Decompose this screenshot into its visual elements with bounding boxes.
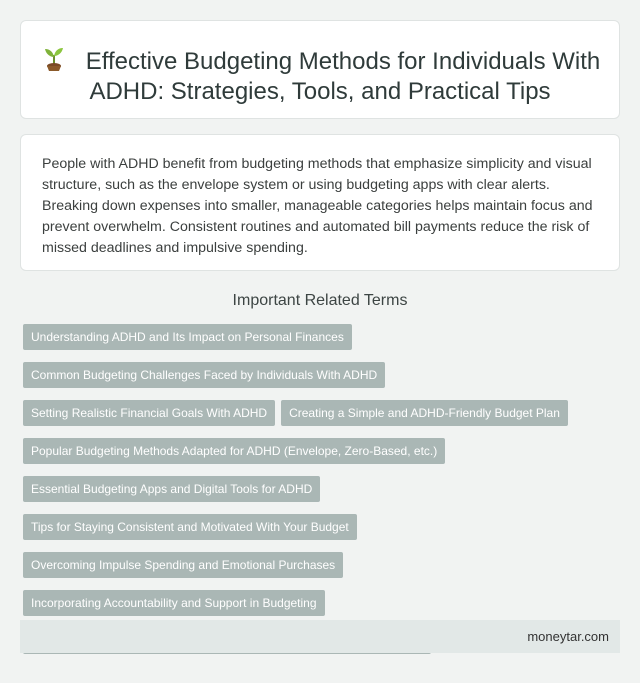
related-term-chip[interactable]: Creating a Simple and ADHD-Friendly Budget Plan — [281, 400, 568, 426]
related-term-chip[interactable]: Setting Realistic Financial Goals With ADHD — [23, 400, 275, 426]
related-terms-heading: Important Related Terms — [232, 292, 408, 309]
related-term-chip[interactable]: Overcoming Impulse Spending and Emotional Purchases — [23, 552, 343, 578]
related-term-chip[interactable]: Common Budgeting Challenges Faced by Individuals With ADHD — [23, 362, 385, 388]
related-term-chip[interactable]: Popular Budgeting Methods Adapted for ADHD (Envelope, Zero-Based, etc.) — [23, 438, 445, 464]
page-title-text: Effective Budgeting Methods for Individuals With ADHD: Strategies, Tools, and Practical Tips — [85, 48, 601, 105]
header-card — [20, 20, 620, 119]
related-term-chip[interactable]: Incorporating Accountability and Support in Budgeting — [23, 590, 325, 616]
related-term-chip[interactable]: Essential Budgeting Apps and Digital Tools for ADHD — [23, 476, 320, 502]
related-term-chip[interactable]: Tips for Staying Consistent and Motivated With Your Budget — [23, 514, 357, 540]
summary-text: People with ADHD benefit from budgeting methods that emphasize simplicity and visual structure, such as the envelope system or using budgeting apps with clear alerts. Breaking down expenses into smaller, manageable categories helps maintain focus and prevent overwhelm. Consistent routines and automated bill payments reduce the risk of missed deadlines and impulsive spending. — [42, 156, 593, 256]
related-terms-list — [23, 324, 603, 654]
footer-site-link[interactable]: moneytar.com — [527, 629, 609, 644]
page-title — [21, 46, 619, 107]
footer — [20, 620, 620, 653]
related-term-chip[interactable]: Understanding ADHD and Its Impact on Personal Finances — [23, 324, 352, 350]
summary-card — [20, 134, 620, 271]
sprout-icon — [40, 46, 68, 72]
